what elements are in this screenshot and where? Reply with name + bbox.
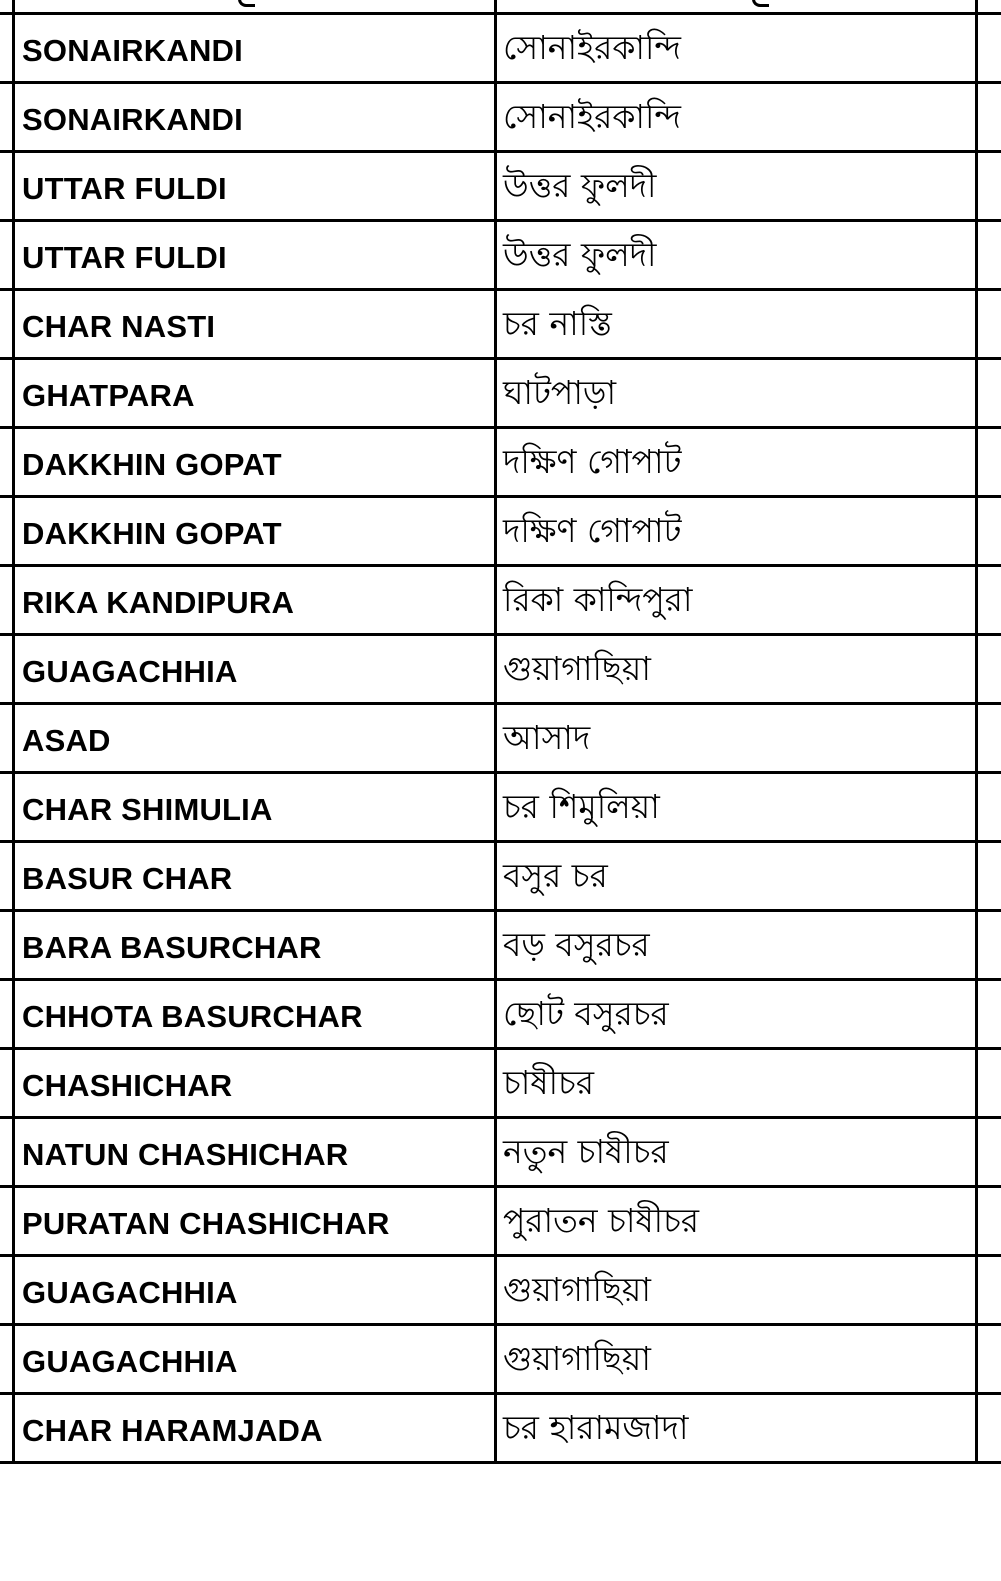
bengali-name-cell: গুয়াগাছিয়া <box>503 648 651 688</box>
english-name-cell: CHASHICHAR <box>22 1067 233 1103</box>
bengali-name-cell: নতুন চাষীচর <box>503 1131 669 1171</box>
bengali-name-cell: চাষীচর <box>503 1062 594 1102</box>
english-name-cell: DAKKHIN GOPAT <box>22 446 282 482</box>
bengali-name-cell: গুয়াগাছিয়া <box>503 1338 651 1378</box>
table-row <box>0 291 1001 360</box>
english-name-cell: NATUN CHASHICHAR <box>22 1136 349 1172</box>
table-row <box>0 774 1001 843</box>
bengali-name-cell: পুরাতন চাষীচর <box>503 1200 700 1240</box>
english-name-cell: UTTAR FULDI <box>22 170 227 206</box>
english-name-cell: DAKKHIN GOPAT <box>22 515 282 551</box>
table-row-divider <box>0 1461 1001 1464</box>
table-row <box>0 567 1001 636</box>
table-row <box>0 1395 1001 1464</box>
bengali-name-cell: উত্তর ফুলদী <box>503 234 657 274</box>
cropped-header-remnant <box>238 0 255 7</box>
bengali-name-cell: চর হারামজাদা <box>503 1407 689 1447</box>
bengali-name-cell: আসাদ <box>503 717 591 757</box>
table-row <box>0 153 1001 222</box>
english-name-cell: CHAR HARAMJADA <box>22 1412 323 1448</box>
english-name-cell: CHAR SHIMULIA <box>22 791 273 827</box>
bengali-name-cell: সোনাইরকান্দি <box>503 27 681 67</box>
table-row <box>0 636 1001 705</box>
table-row <box>0 84 1001 153</box>
english-name-cell: CHHOTA BASURCHAR <box>22 998 363 1034</box>
bengali-name-cell: বসুর চর <box>503 855 608 895</box>
english-name-cell: PURATAN CHASHICHAR <box>22 1205 390 1241</box>
english-name-cell: RIKA KANDIPURA <box>22 584 295 620</box>
english-name-cell: BARA BASURCHAR <box>22 929 322 965</box>
table-row <box>0 981 1001 1050</box>
bengali-name-cell: চর নাস্তি <box>503 303 612 343</box>
bengali-name-cell: গুয়াগাছিয়া <box>503 1269 651 1309</box>
bengali-name-cell: ছোট বসুরচর <box>503 993 669 1033</box>
bengali-name-cell: ঘাটপাড়া <box>503 372 617 412</box>
english-name-cell: GUAGACHHIA <box>22 1343 238 1379</box>
table-row <box>0 1188 1001 1257</box>
cropped-header-remnant <box>752 0 769 7</box>
english-name-cell: GHATPARA <box>22 377 195 413</box>
bengali-name-cell: সোনাইরকান্দি <box>503 96 681 136</box>
english-name-cell: CHAR NASTI <box>22 308 216 344</box>
bengali-name-cell: দক্ষিণ গোপাট <box>503 441 682 481</box>
table-row <box>0 1050 1001 1119</box>
english-name-cell: SONAIRKANDI <box>22 32 243 68</box>
table-row <box>0 1119 1001 1188</box>
english-name-cell: SONAIRKANDI <box>22 101 243 137</box>
table-row <box>0 1326 1001 1395</box>
table-row <box>0 498 1001 567</box>
table-row <box>0 705 1001 774</box>
table-row <box>0 1257 1001 1326</box>
bengali-name-cell: দক্ষিণ গোপাট <box>503 510 682 550</box>
bengali-name-cell: রিকা কান্দিপুরা <box>503 579 693 619</box>
english-name-cell: GUAGACHHIA <box>22 1274 238 1310</box>
bengali-name-cell: বড় বসুরচর <box>503 924 650 964</box>
table-row <box>0 222 1001 291</box>
table-row <box>0 843 1001 912</box>
table-row <box>0 15 1001 84</box>
bengali-name-cell: চর শিমুলিয়া <box>503 786 660 826</box>
english-name-cell: UTTAR FULDI <box>22 239 227 275</box>
english-name-cell: GUAGACHHIA <box>22 653 238 689</box>
bengali-name-cell: উত্তর ফুলদী <box>503 165 657 205</box>
english-name-cell: ASAD <box>22 722 111 758</box>
english-name-cell: BASUR CHAR <box>22 860 233 896</box>
table-row <box>0 429 1001 498</box>
table-row <box>0 360 1001 429</box>
table-row <box>0 912 1001 981</box>
